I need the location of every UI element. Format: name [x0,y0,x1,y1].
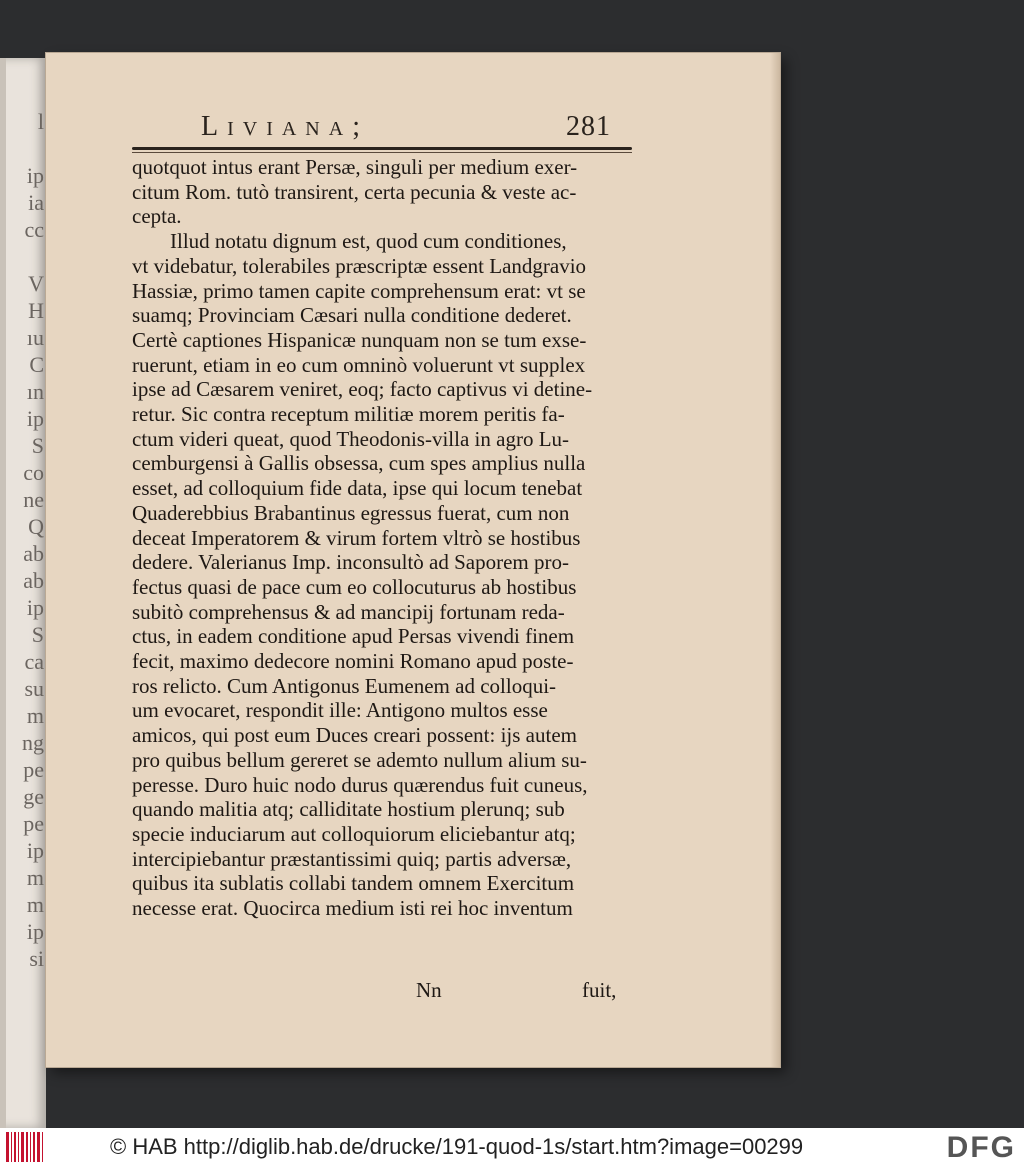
text-line: specie induciarum aut colloquiorum eliciebantur atq; [132,821,576,846]
hab-barcode-icon [6,1132,46,1162]
text-line: intercipiebantur præstantissimi quiq; partis adversæ, [132,846,572,871]
signature-mark: Nn [416,978,442,1002]
barcode-bar [26,1132,28,1162]
barcode-bar [42,1132,43,1162]
copyright-url[interactable]: © HAB http://diglib.hab.de/drucke/191-quod-1s/start.htm?image=00299 [110,1134,804,1159]
text-line: fecit, maximo dedecore nomini Romano apud poste- [132,649,574,674]
book-page [46,53,780,1067]
barcode-bar [33,1132,35,1162]
text-line: Certè captiones Hispanicæ nunquam non se tum exse- [132,327,587,352]
text-line: citum Rom. tutò transirent, certa pecunia & veste ac- [132,179,577,204]
viewer-footer [0,1128,1024,1167]
text-line: ruerunt, etiam in eo cum omninò voluerunt vt supplex [132,352,586,377]
text-line: deceat Imperatorem & virum fortem vltrò se hostibus [132,525,581,550]
text-line: Hassiæ, primo tamen capite comprehensum erat: vt se [132,278,586,303]
running-title: Liviana; [201,111,369,142]
text-line: ros relicto. Cum Antigonus Eumenem ad colloqui- [132,673,557,698]
body-text [132,155,632,921]
text-line: ctus, in eadem conditione apud Persas vivendi finem [132,624,575,649]
barcode-bar [37,1132,40,1162]
dfg-logo: DFG [946,1131,1016,1164]
text-line: pro quibus bellum gereret se ademto nullum alium su- [132,747,587,772]
barcode-bar [18,1132,19,1162]
text-line: amicos, qui post eum Duces creari possent: ijs autem [132,723,577,748]
text-line: suamq; Provinciam Cæsari nulla conditione dederet. [132,303,572,328]
barcode-bar [14,1132,16,1162]
text-line: peresse. Duro huic nodo durus quærendus fuit cuneus, [132,772,588,797]
text-line: fectus quasi de pace cum eo collocuturus ab hostibus [132,574,577,599]
text-line: necesse erat. Quocirca medium isti rei hoc inventum [132,896,573,921]
text-line: cepta. [132,204,182,229]
text-line: esset, ad colloquium fide data, ipse qui locum tenebat [132,476,583,501]
header-rule [132,147,632,150]
text-line: subitò comprehensus & ad mancipij fortunam reda- [132,599,565,624]
text-line: dedere. Valerianus Imp. inconsultò ad Saporem pro- [132,550,569,575]
catchword: fuit, [582,978,617,1002]
text-line: Illud notatu dignum est, quod cum conditiones, [170,229,567,254]
text-line: quotquot intus erant Persæ, singuli per medium exer- [132,155,578,179]
barcode-bar [30,1132,31,1162]
text-line: cemburgensi à Gallis obsessa, cum spes amplius nulla [132,451,586,476]
text-line: quando malitia atq; calliditate hostium plerunq; sub [132,797,565,822]
barcode-bar [21,1132,24,1162]
text-line: quibus ita sublatis collabi tandem omnem Exercitum [132,871,575,896]
text-line: um evocaret, respondit ille: Antigono multos esse [132,698,548,723]
page-number: 281 [566,111,611,142]
barcode-bar [11,1132,12,1162]
facing-page-text-fragments: l ip ia cc V H ıu C ın ip S co ne Q ab ab ip S ca su m ng pe ge pe ip m m ip si [22,109,44,971]
text-line: retur. Sic contra receptum militiæ morem peritis fa- [132,402,565,427]
text-line: vt videbatur, tolerabiles præscriptæ essent Landgravio [132,253,587,278]
header-rule-thin [132,152,632,153]
text-line: ctum videri queat, quod Theodonis-villa in agro Lu- [132,426,570,451]
barcode-bar [6,1132,9,1162]
text-line: Quaderebbius Brabantinus egressus fuerat, cum non [132,500,570,525]
page-header [201,111,621,151]
text-line: ipse ad Cæsarem veniret, eoq; facto captivus vi detine- [132,377,593,402]
